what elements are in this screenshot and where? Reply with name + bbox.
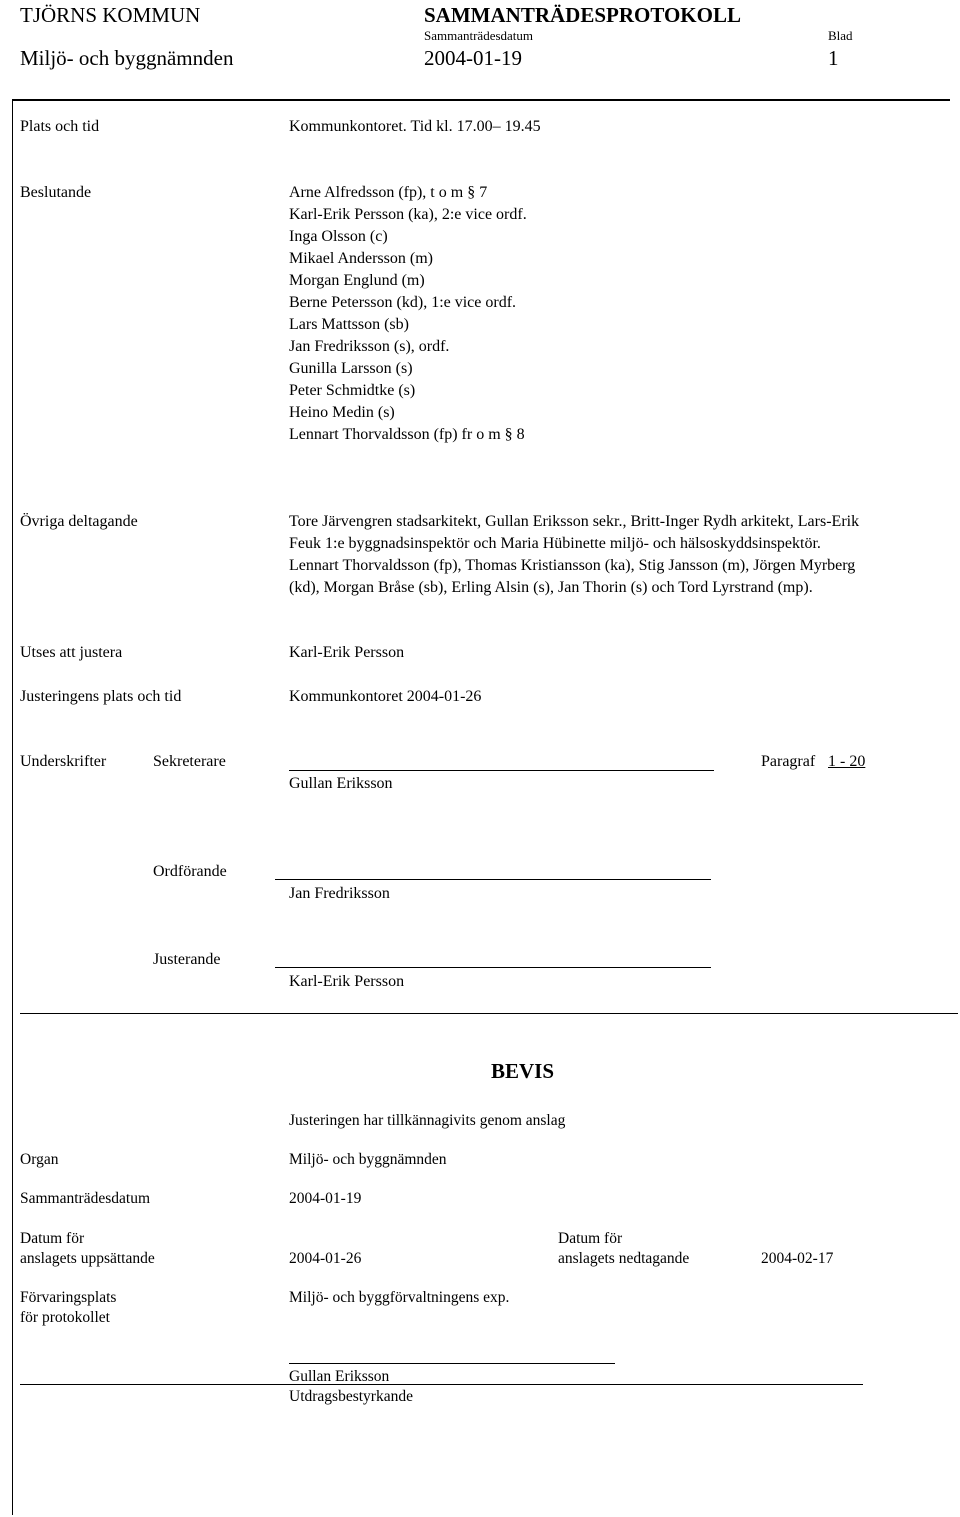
removal-date: 2004-02-17 [761,1250,834,1267]
bevis-intro: Justeringen har tillkännagivits genom anslag [289,1112,566,1129]
place-time-label: Plats och tid [20,118,100,135]
certifier-signature-line [289,1363,615,1364]
adjust-place-label: Justeringens plats och tid [20,688,182,705]
deciding-list [289,182,527,446]
deciding-member: Gunilla Larsson (s) [289,360,413,377]
others-list [289,511,859,599]
deciding-member: Peter Schmidtke (s) [289,382,416,399]
deciding-member: Lennart Thorvaldsson (fp) fr o m § 8 [289,426,525,443]
storage-value: Miljö- och byggförvaltningens exp. [289,1289,510,1306]
others-line: Lennart Thorvaldsson (fp), Thomas Kristiansson (ka), Stig Jansson (m), Jörgen Myrberg [289,557,856,574]
document-type: SAMMANTRÄDESPROTOKOLL [424,3,741,27]
date-label: Sammanträdesdatum [424,28,534,43]
adjuster-signature-name: Karl-Erik Persson [289,973,405,990]
deciding-member: Inga Olsson (c) [289,228,388,245]
section-divider [20,1013,958,1014]
deciding-member: Heino Medin (s) [289,404,395,421]
adjuster-signature-label: Justerande [153,951,221,968]
deciding-member: Arne Alfredsson (fp), t o m § 7 [289,184,488,201]
others-line: Tore Järvengren stadsarkitekt, Gullan Eriksson sekr., Britt-Inger Rydh arkitekt, Lars-Erik [289,513,860,530]
others-line: (kd), Morgan Bråse (sb), Erling Alsin (s), Jan Thorin (s) och Tord Lyrstrand (mp). [289,579,813,596]
signatures-label: Underskrifter [20,753,107,770]
storage-label-line: Förvaringsplats [20,1289,117,1306]
bevis-meeting-date-label: Sammanträdesdatum [20,1190,150,1207]
secretary-name: Gullan Eriksson [289,775,393,792]
adjuster-signature-line [275,967,711,968]
bevis-title: BEVIS [491,1059,555,1083]
chair-signature-line [275,879,711,880]
chair-name: Jan Fredriksson [289,885,390,902]
deciding-member: Mikael Andersson (m) [289,250,433,267]
left-margin-line [12,99,13,1515]
posting-date: 2004-01-26 [289,1250,362,1267]
others-line: Feuk 1:e byggnadsinspektör och Maria Hübinette miljö- och hälsoskyddsinspektör. [289,535,821,552]
page-label: Blad [828,28,853,43]
removal-label [558,1229,689,1269]
storage-label [20,1288,116,1328]
adjuster-label: Utses att justera [20,644,123,661]
removal-label-line: anslagets nedtagande [558,1250,690,1267]
deciding-member: Berne Petersson (kd), 1:e vice ordf. [289,294,517,311]
place-time-value: Kommunkontoret. Tid kl. 17.00– 19.45 [289,118,541,135]
page-number: 1 [828,46,839,70]
deciding-member: Morgan Englund (m) [289,272,425,289]
bevis-meeting-date: 2004-01-19 [289,1190,362,1207]
secretary-label: Sekreterare [153,753,226,770]
posting-label-line: Datum för [20,1230,85,1247]
paragraph-label: Paragraf [761,753,816,770]
others-label: Övriga deltagande [20,513,138,530]
removal-label-line: Datum för [558,1230,623,1247]
board-name: Miljö- och byggnämnden [20,46,234,70]
organ-label: Organ [20,1151,59,1168]
posting-label-line: anslagets uppsättande [20,1250,155,1267]
secretary-signature-line [289,770,714,771]
adjuster-name: Karl-Erik Persson [289,644,405,661]
certifier-role: Utdragsbestyrkande [289,1388,413,1405]
deciding-member: Karl-Erik Persson (ka), 2:e vice ordf. [289,206,527,223]
chair-label: Ordförande [153,863,227,880]
adjust-place-value: Kommunkontoret 2004-01-26 [289,688,482,705]
meeting-date: 2004-01-19 [424,46,522,70]
bottom-divider [20,1384,863,1385]
storage-label-line: för protokollet [20,1309,110,1326]
municipality-name: TJÖRNS KOMMUN [20,3,201,27]
deciding-member: Jan Fredriksson (s), ordf. [289,338,450,355]
deciding-label: Beslutande [20,184,92,201]
header-divider [12,99,950,101]
certifier-name: Gullan Eriksson [289,1368,390,1385]
organ-value: Miljö- och byggnämnden [289,1151,447,1168]
deciding-member: Lars Mattsson (sb) [289,316,409,333]
posting-label [20,1229,155,1269]
paragraph-range: 1 - 20 [828,753,866,770]
